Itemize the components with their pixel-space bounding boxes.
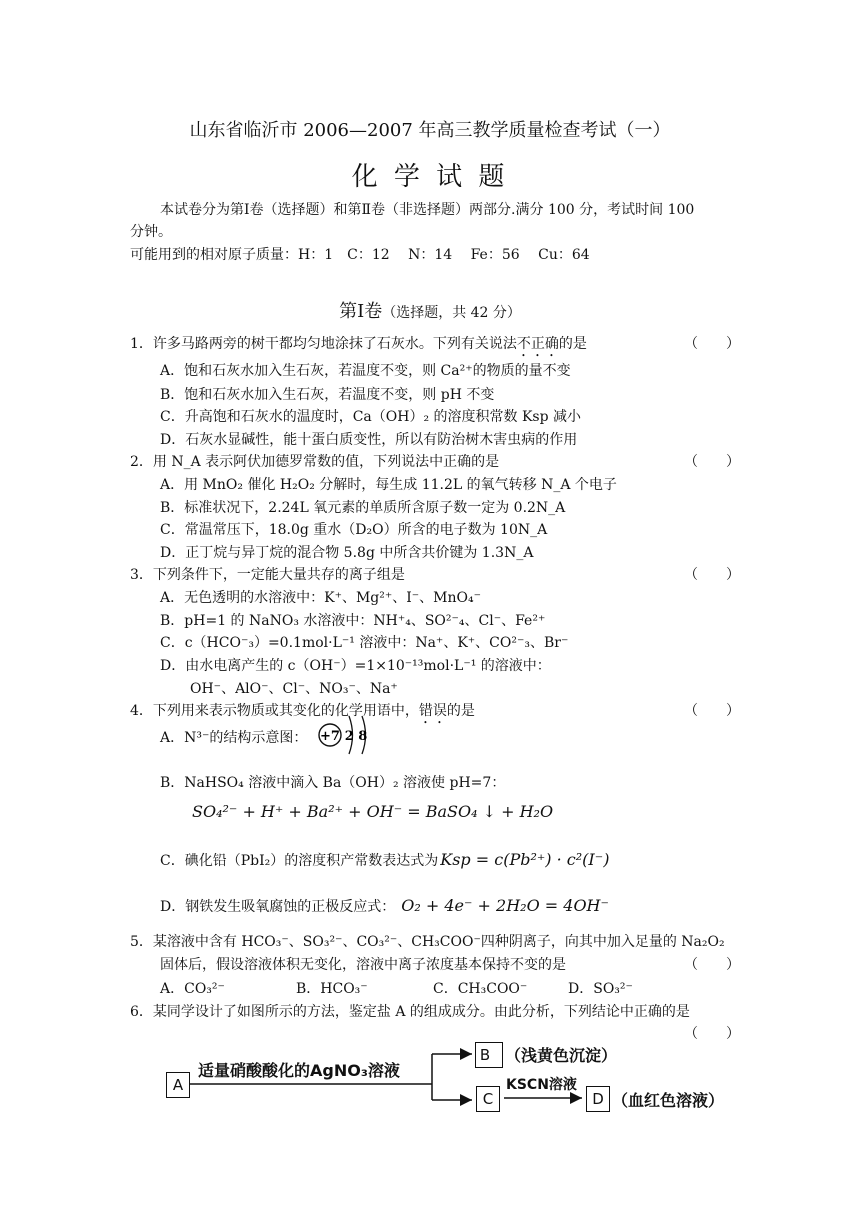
q5-stem-line-1: 5．某溶液中含有 HCO₃⁻、SO₃²⁻、CO₃²⁻、CH₃COO⁻四种阴离子，向其中加入足量的 Na₂O₂ [130,934,725,950]
shell-electrons: 2 8 [344,729,368,744]
q2-option-c: C．常温常压下，18.0g 重水（D₂O）所含的电子数为 10N_A [160,522,548,538]
q2-option-a: A．用 MnO₂ 催化 H₂O₂ 分解时，每生成 11.2L 的氧气转移 N_A 个电子 [160,477,617,493]
intro-line-2: 分钟。 [130,224,172,240]
q5-stem-line-2: 固体后，假设溶液体积无变化，溶液中离子浓度基本保持不变的是 [160,957,566,973]
q5-answer-paren[interactable]: （ ） [684,957,740,973]
q4-option-b: B．NaHSO₄ 溶液中滴入 Ba（OH）₂ 溶液使 pH=7： [160,775,506,791]
q1-option-d: D．石灰水显碱性，能十蛋白质变性，所以有防治树木害虫病的作用 [160,432,578,448]
q1-option-c: C．升高饱和石灰水的温度时，Ca（OH）₂ 的溶度积常数 Ksp 减小 [160,409,582,425]
result-label: （血红色溶液） [612,1091,725,1110]
q4-option-b-equation: SO₄²⁻ + H⁺ + Ba²⁺ + OH⁻ = BaSO₄ ↓ + H₂O [192,802,554,821]
q6-answer-paren[interactable]: （ ） [684,1026,740,1042]
q2-option-d: D．正丁烷与异丁烷的混合物 5.8g 中所含共价键为 1.3N_A [160,545,534,561]
q3-option-b: B．pH=1 的 NaNO₃ 水溶液中：NH⁺₄、SO²⁻₄、Cl⁻、Fe²⁺ [160,613,546,629]
q5-option-d: D．SO₃²⁻ [568,981,633,997]
q4-option-c-text: C．碘化铅（PbI₂）的溶度积产常数表达式为 [160,853,439,869]
box-c: C [476,1086,500,1112]
q2-option-b: B．标准状况下，2.24L 氧元素的单质所含原子数一定为 0.2N_A [160,500,566,516]
q2-answer-paren[interactable]: （ ） [684,454,740,470]
q4-answer-paren[interactable]: （ ） [684,703,740,719]
q4-stem-end: 的是 [446,703,475,719]
reagent-label-1: 适量硝酸酸化的AgNO₃溶液 [198,1061,400,1080]
reagent-label-2: KSCN溶液 [506,1077,577,1093]
q1-option-a: A．饱和石灰水加入生石灰，若温度不变，则 Ca²⁺的物质的量不变 [160,363,571,379]
exam-title: 山东省临沂市 2006—2007 年高三教学质量检查考试（一） [189,120,671,141]
box-a: A [166,1072,190,1098]
nucleus-charge: +7 [320,729,340,744]
q3-option-d-line-1: D．由水电离产生的 c（OH⁻）=1×10⁻¹³mol·L⁻¹ 的溶液中： [160,658,551,674]
q1-answer-paren[interactable]: （ ） [684,336,740,352]
q4-stem-text: 4．下列用来表示物质或其变化的化学用语中， [130,703,419,719]
q3-stem: 3．下列条件下，一定能大量共存的离子组是 [130,567,405,583]
section-1-subtitle: （选择题，共 42 分） [382,305,521,321]
q2-stem: 2．用 N_A 表示阿伏加德罗常数的值，下列说法中正确的是 [130,454,500,470]
q3-option-c: C．c（HCO⁻₃）=0.1mol·L⁻¹ 溶液中：Na⁺、K⁺、CO²⁻₃、Br⁻ [160,635,569,651]
q6-stem: 6．某同学设计了如图所示的方法，鉴定盐 A 的组成成分。由此分析，下列结论中正确的是 [130,1004,690,1020]
q4-option-d-equation: O₂ + 4e⁻ + 2H₂O = 4OH⁻ [401,896,609,915]
precipitate-label: （浅黄色沉淀） [505,1046,618,1065]
box-b [475,1042,503,1068]
q3-option-d-line-2: OH⁻、AlO⁻、Cl⁻、NO₃⁻、Na⁺ [190,681,398,697]
q5-option-a: A．CO₃²⁻ [160,981,225,997]
section-1-title: 第Ⅰ卷 [339,301,383,322]
box-b-label: B [479,1046,491,1064]
q1-stem-text: 1．许多马路两旁的树干都均匀地涂抹了石灰水。下列有关说法 [130,336,517,352]
subject-title: 化 学 试 题 [351,162,509,192]
atomic-mass-line: 可能用到的相对原子质量：H：1 C：12 N：14 Fe：56 Cu：64 [130,247,590,263]
q1-option-b: B．饱和石灰水加入生石灰，若温度不变，则 pH 不变 [160,387,495,403]
q3-option-a: A．无色透明的水溶液中：K⁺、Mg²⁺、I⁻、MnO₄⁻ [160,590,482,606]
box-d: D [586,1086,610,1112]
q4-stem-emphasis: 错误 [418,703,447,719]
q3-answer-paren[interactable]: （ ） [684,567,740,583]
q5-option-c: C．CH₃COO⁻ [433,981,528,997]
q4-option-c-equation: Ksp = c(Pb²⁺) · c²(I⁻) [440,850,610,869]
q4-option-d-text: D．钢铁发生吸氧腐蚀的正极反应式： [160,899,396,915]
q4-option-a: A．N³⁻的结构示意图： [160,730,308,746]
q5-option-b: B．HCO₃⁻ [296,981,368,997]
q1-stem-end: 的是 [558,336,587,352]
q1-stem-emphasis: 不正确 [516,336,559,352]
intro-line-1: 本试卷分为第Ⅰ卷（选择题）和第Ⅱ卷（非选择题）两部分.满分 100 分，考试时间 100 [160,202,695,218]
